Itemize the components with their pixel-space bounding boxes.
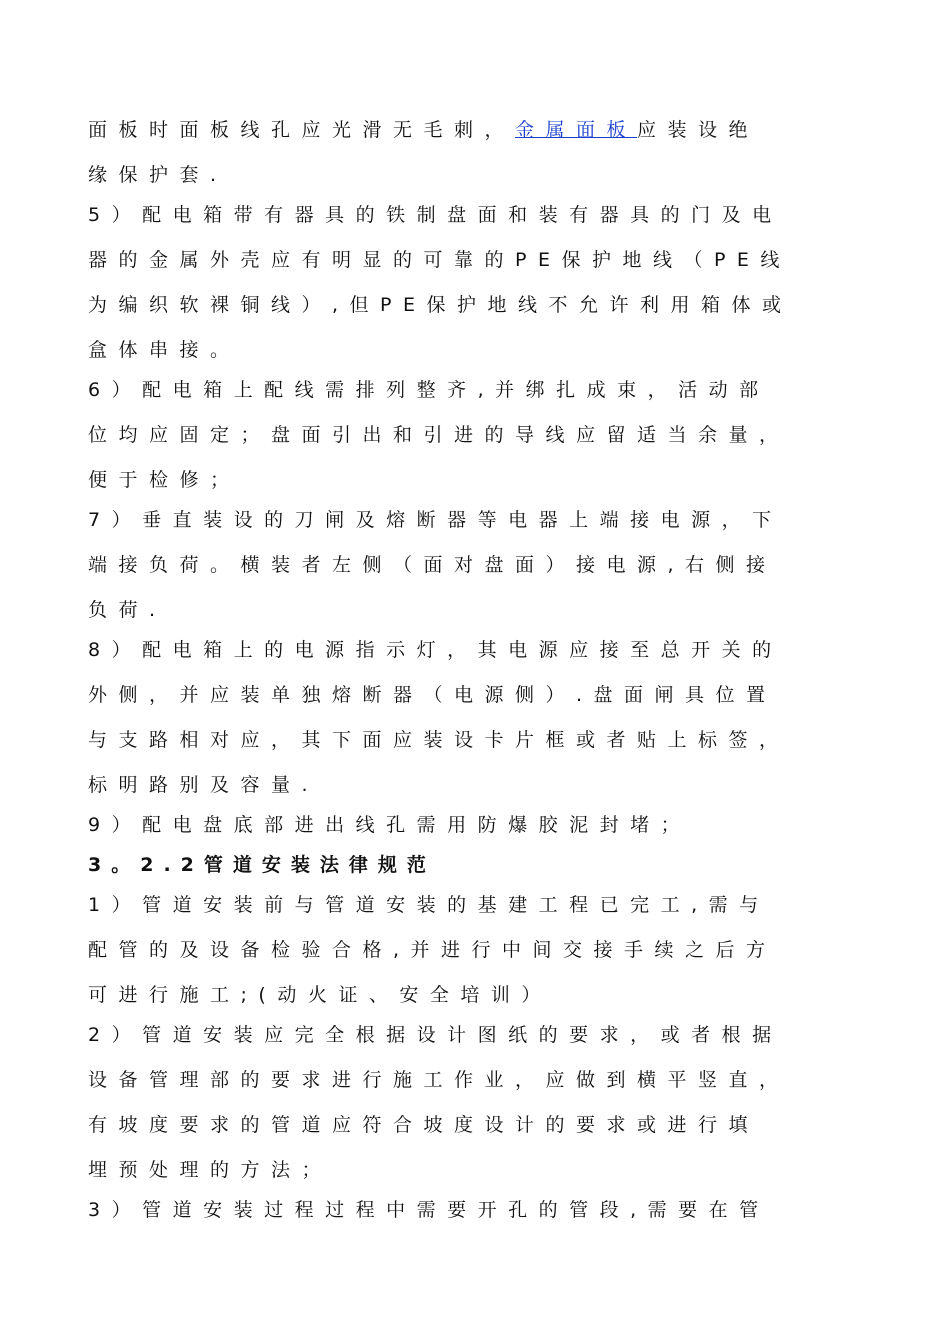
text-line: 设备管理部的要求进行施工作业，应做到横平竖直， [88, 1069, 790, 1091]
text-line: 埋预处理的方法； [88, 1159, 333, 1181]
list-item-5: 5）配电箱带有器具的铁制盘面和装有器具的门及电 [88, 204, 783, 226]
text-line: 器的金属外壳应有明显的可靠的PE保护地线（PE线 [88, 249, 791, 271]
text-line [88, 118, 878, 142]
text-line: 位均应固定；盘面引出和引进的导线应留适当余量， [88, 424, 790, 446]
text-line: 外侧，并应装单独熔断器（电源侧）.盘面闸具位置 [88, 684, 777, 706]
text-line: 标明路别及容量. [88, 774, 320, 796]
text-line: 可进行施工;(动火证、安全培训） [88, 984, 552, 1006]
text-line: 配管的及设备检验合格,并进行中间交接手续之后方 [88, 939, 777, 961]
list-item-9: 9）配电盘底部进出线孔需用防爆胶泥封堵； [88, 814, 692, 836]
list-item-1: 1）管道安装前与管道安装的基建工程已完工,需与 [88, 894, 770, 916]
metal-panel-link[interactable]: 金属面板 [515, 119, 638, 141]
section-heading: 3。2.2管道安装法律规范 [88, 854, 436, 876]
text-line: 端接负荷。横装者左侧（面对盘面）接电源,右侧接 [88, 554, 777, 576]
text-line: 为编织软裸铜线）,但PE保护地线不允许利用箱体或 [88, 294, 793, 316]
text-line: 便于检修； [88, 469, 241, 491]
text-segment: 应装设绝 [637, 119, 760, 141]
list-item-7: 7）垂直装设的刀闸及熔断器等电器上端接电源，下 [88, 509, 783, 531]
list-item-6: 6）配电箱上配线需排列整齐,并绑扎成束，活动部 [88, 379, 770, 401]
text-segment: 面板时面板线孔应光滑无毛刺， [88, 119, 516, 141]
text-line: 与支路相对应，其下面应装设卡片框或者贴上标签， [88, 729, 790, 751]
text-line: 盒体串接。 [88, 339, 241, 361]
text-line: 负荷. [88, 599, 167, 621]
text-line: 有坡度要求的管道应符合坡度设计的要求或进行填 [88, 1114, 760, 1136]
list-item-3: 3）管道安装过程过程中需要开孔的管段,需要在管 [88, 1199, 770, 1221]
text-line: 缘保护套. [88, 164, 228, 186]
list-item-8: 8）配电箱上的电源指示灯，其电源应接至总开关的 [88, 639, 783, 661]
list-item-2: 2）管道安装应完全根据设计图纸的要求，或者根据 [88, 1024, 783, 1046]
